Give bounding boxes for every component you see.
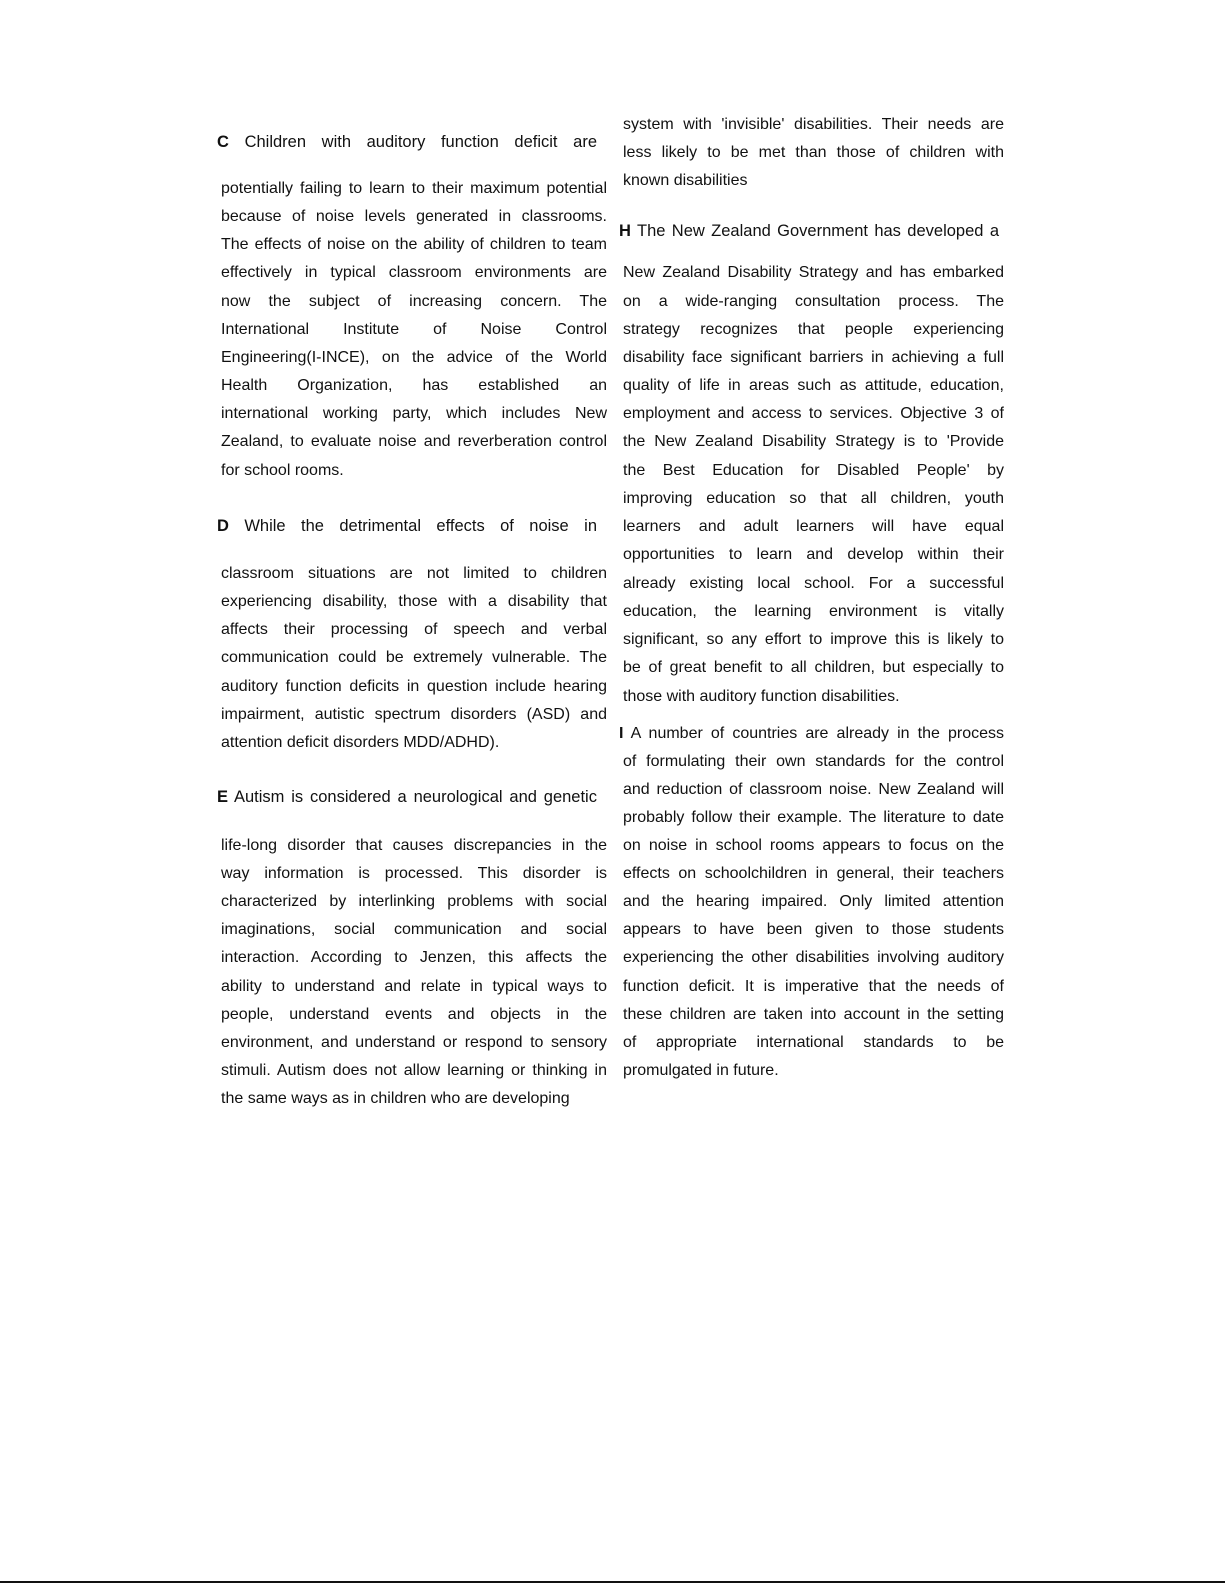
text-line: way information is processed. This disorder is [221,865,607,882]
text-line: already existing local school. For a successful [623,575,1004,592]
text-line: promulgated in future. [623,1062,779,1079]
text-line: and reduction of classroom noise. New Zealand will [623,781,1004,798]
text-line: experiencing the other disabilities involving auditory [623,949,1004,966]
text-line: appears to have been given to those students [623,921,1004,938]
text-line: people, understand events and objects in the [221,1006,607,1023]
text-line: strategy recognizes that people experiencing [623,321,1004,338]
text-line: those with auditory function disabilities. [623,688,900,705]
text-line: and the hearing impaired. Only limited attention [623,893,1004,910]
text-line: Health Organization, has established an [221,377,607,394]
text-line: classroom situations are not limited to children [221,565,607,582]
text-line: the same ways as in children who are developing [221,1090,570,1107]
text-line: Zealand, to evaluate noise and reverberation control [221,433,607,450]
text-line: ability to understand and relate in typical ways to [221,978,607,995]
text-line: effectively in typical classroom environments are [221,264,607,281]
text-line: be of great benefit to all children, but especially to [623,659,1004,676]
paragraph-letter: I [619,725,624,742]
text-line: effects on schoolchildren in general, their teachers [623,865,1004,882]
text-line: disability face significant barriers in achieving a full [623,349,1004,366]
text-line: of formulating their own standards for the control [623,753,1004,770]
text-line: of appropriate international standards to be [623,1034,1004,1051]
text-line: potentially failing to learn to their maximum potential [221,180,607,197]
paragraph-letter: C [217,133,229,151]
text-line: less likely to be met than those of children with [623,144,1004,161]
text-line: the New Zealand Disability Strategy is to 'Provide [623,433,1004,450]
text-line: International Institute of Noise Control [221,321,607,338]
paragraph-letter: E [217,788,229,806]
text-line: environment, and understand or respond to sensory [221,1034,607,1051]
text-line: known disabilities [623,172,748,189]
text-line: experiencing disability, those with a disability that [221,593,607,610]
text-line: learners and adult learners will have equal [623,518,1004,535]
text-line: for school rooms. [221,462,344,479]
paragraph-e-lead [217,787,597,807]
lead-text: Children with auditory function deficit are [244,133,597,151]
text-line: characterized by interlinking problems with social [221,893,607,910]
text-line: the Best Education for Disabled People' by [623,462,1004,479]
text-line: opportunities to learn and develop within their [623,546,1004,563]
text-line: auditory function deficits in question include hearing [221,678,607,695]
text-line: education, the learning environment is vitally [623,603,1004,620]
text-line: significant, so any effort to improve this is likely to [623,631,1004,648]
paragraph-letter: D [217,517,229,535]
lead-text: The New Zealand Government has developed a [637,222,999,240]
text-line: on a wide-ranging consultation process. The [623,293,1004,310]
text-line: system with 'invisible' disabilities. Their needs are [623,116,1004,133]
text-line: The effects of noise on the ability of children to team [221,236,607,253]
text-line: communication could be extremely vulnerable. The [221,649,607,666]
text-line: interaction. According to Jenzen, this affects the [221,949,607,966]
text-line: probably follow their example. The literature to date [623,809,1004,826]
page-bottom-rule [0,1581,1225,1583]
lead-text: A number of countries are already in the process [630,725,1005,742]
paragraph-h-lead [619,221,999,241]
text-line: function deficit. It is imperative that the needs of [623,978,1004,995]
text-line: imaginations, social communication and social [221,921,607,938]
text-line: life-long disorder that causes discrepancies in the [221,837,607,854]
text-line: affects their processing of speech and verbal [221,621,607,638]
paragraph-d-lead [217,516,597,536]
lead-text: Autism is considered a neurological and genetic [233,788,597,806]
paragraph-letter: H [619,222,631,240]
text-line: employment and access to services. Objective 3 of [623,405,1004,422]
text-line: quality of life in areas such as attitude, education, [623,377,1004,394]
text-line: impairment, autistic spectrum disorders (ASD) and [221,706,607,723]
paragraph-i-lead [619,724,1004,744]
text-line: New Zealand Disability Strategy and has embarked [623,264,1004,281]
lead-text: While the detrimental effects of noise in [244,517,597,535]
paragraph-c-lead [217,132,597,152]
text-line: international working party, which includes New [221,405,607,422]
text-line: on noise in school rooms appears to focus on the [623,837,1004,854]
text-line: Engineering(I-INCE), on the advice of the World [221,349,607,366]
text-line: improving education so that all children, youth [623,490,1004,507]
text-line: attention deficit disorders MDD/ADHD). [221,734,500,751]
text-line: these children are taken into account in the setting [623,1006,1004,1023]
text-line: now the subject of increasing concern. The [221,293,607,310]
text-line: stimuli. Autism does not allow learning or thinking in [221,1062,607,1079]
text-line: because of noise levels generated in classrooms. [221,208,607,225]
